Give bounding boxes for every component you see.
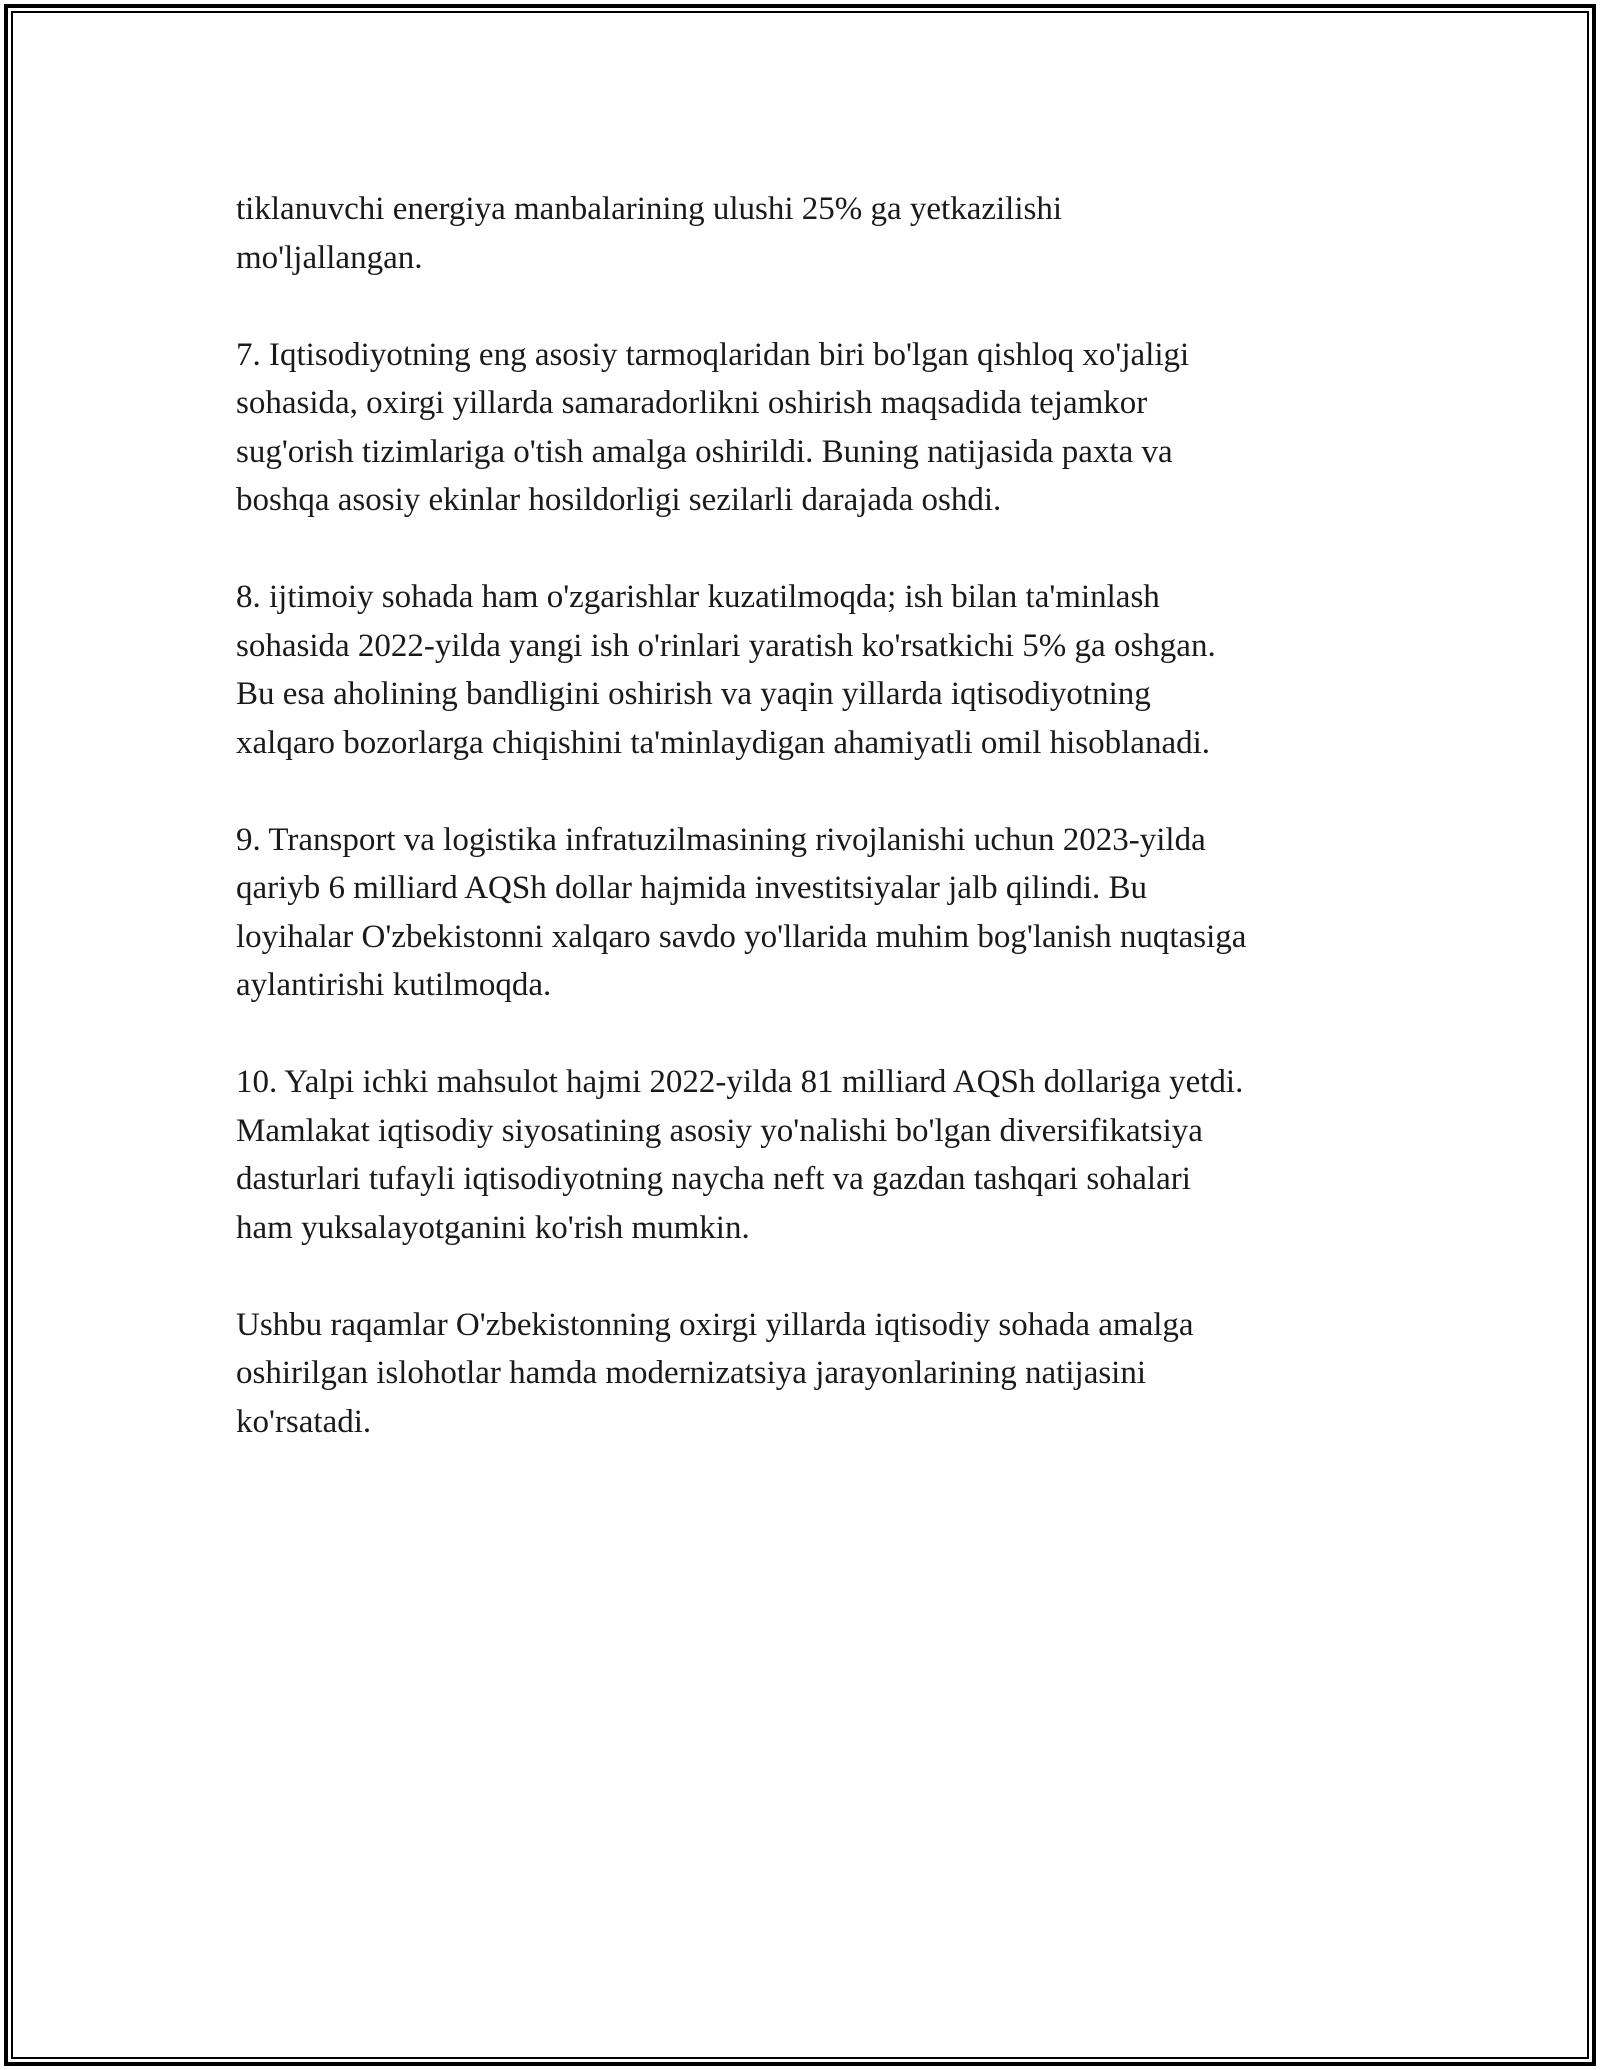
paragraph-item-7: 7. Iqtisodiyotning eng asosiy tarmoqlaridan biri bo'lgan qishloq xo'jaligi sohasida, oxirgi yillarda samaradorlikni oshirish maqsadida tejamkor sug'orish tizimlariga o'tish amalga oshirildi. Buning natijasida paxta va boshqa asosiy ekinlar hosildorligi sezilarli darajada oshdi. bbox=[236, 336, 1190, 518]
paragraph-continuation: tiklanuvchi energiya manbalarining ulushi 25% ga yetkazilishi mo'ljallangan. bbox=[236, 191, 1063, 276]
paragraph-item-9: 9. Transport va logistika infratuzilmasining rivojlanishi uchun 2023-yilda qariyb 6 milliard AQSh dollar hajmida investitsiyalar jalb qilindi. Bu loyihalar O'zbekistonni xalqaro savdo yo'llarida muhim bog'lanish nuqtasiga aylantirishi kutilmoqda. bbox=[236, 821, 1247, 1003]
document-body bbox=[236, 185, 1406, 1495]
paragraph-item-8: 8. ijtimoiy sohada ham o'zgarishlar kuzatilmoqda; ish bilan ta'minlash sohasida 2022-yilda yangi ish o'rinlari yaratish ko'rsatkichi 5% ga oshgan. Bu esa aholining bandligini oshirish va yaqin yillarda iqtisodiyotning xalqaro bozorlarga chiqishini ta'minlaydigan ahamiyatli omil hisoblanadi. bbox=[236, 579, 1216, 761]
paragraph-conclusion: Ushbu raqamlar O'zbekistonning oxirgi yillarda iqtisodiy sohada amalga oshirilgan islohotlar hamda modernizatsiya jarayonlarining natijasini ko'rsatadi. bbox=[236, 1306, 1194, 1440]
paragraph-item-10: 10. Yalpi ichki mahsulot hajmi 2022-yilda 81 milliard AQSh dollariga yetdi. Mamlakat iqtisodiy siyosatining asosiy yo'nalishi bo'lgan diversifikatsiya dasturlari tufayli iqtisodiyotning naycha neft va gazdan tashqari sohalari ham yuksalayotganini ko'rish mumkin. bbox=[236, 1064, 1244, 1246]
